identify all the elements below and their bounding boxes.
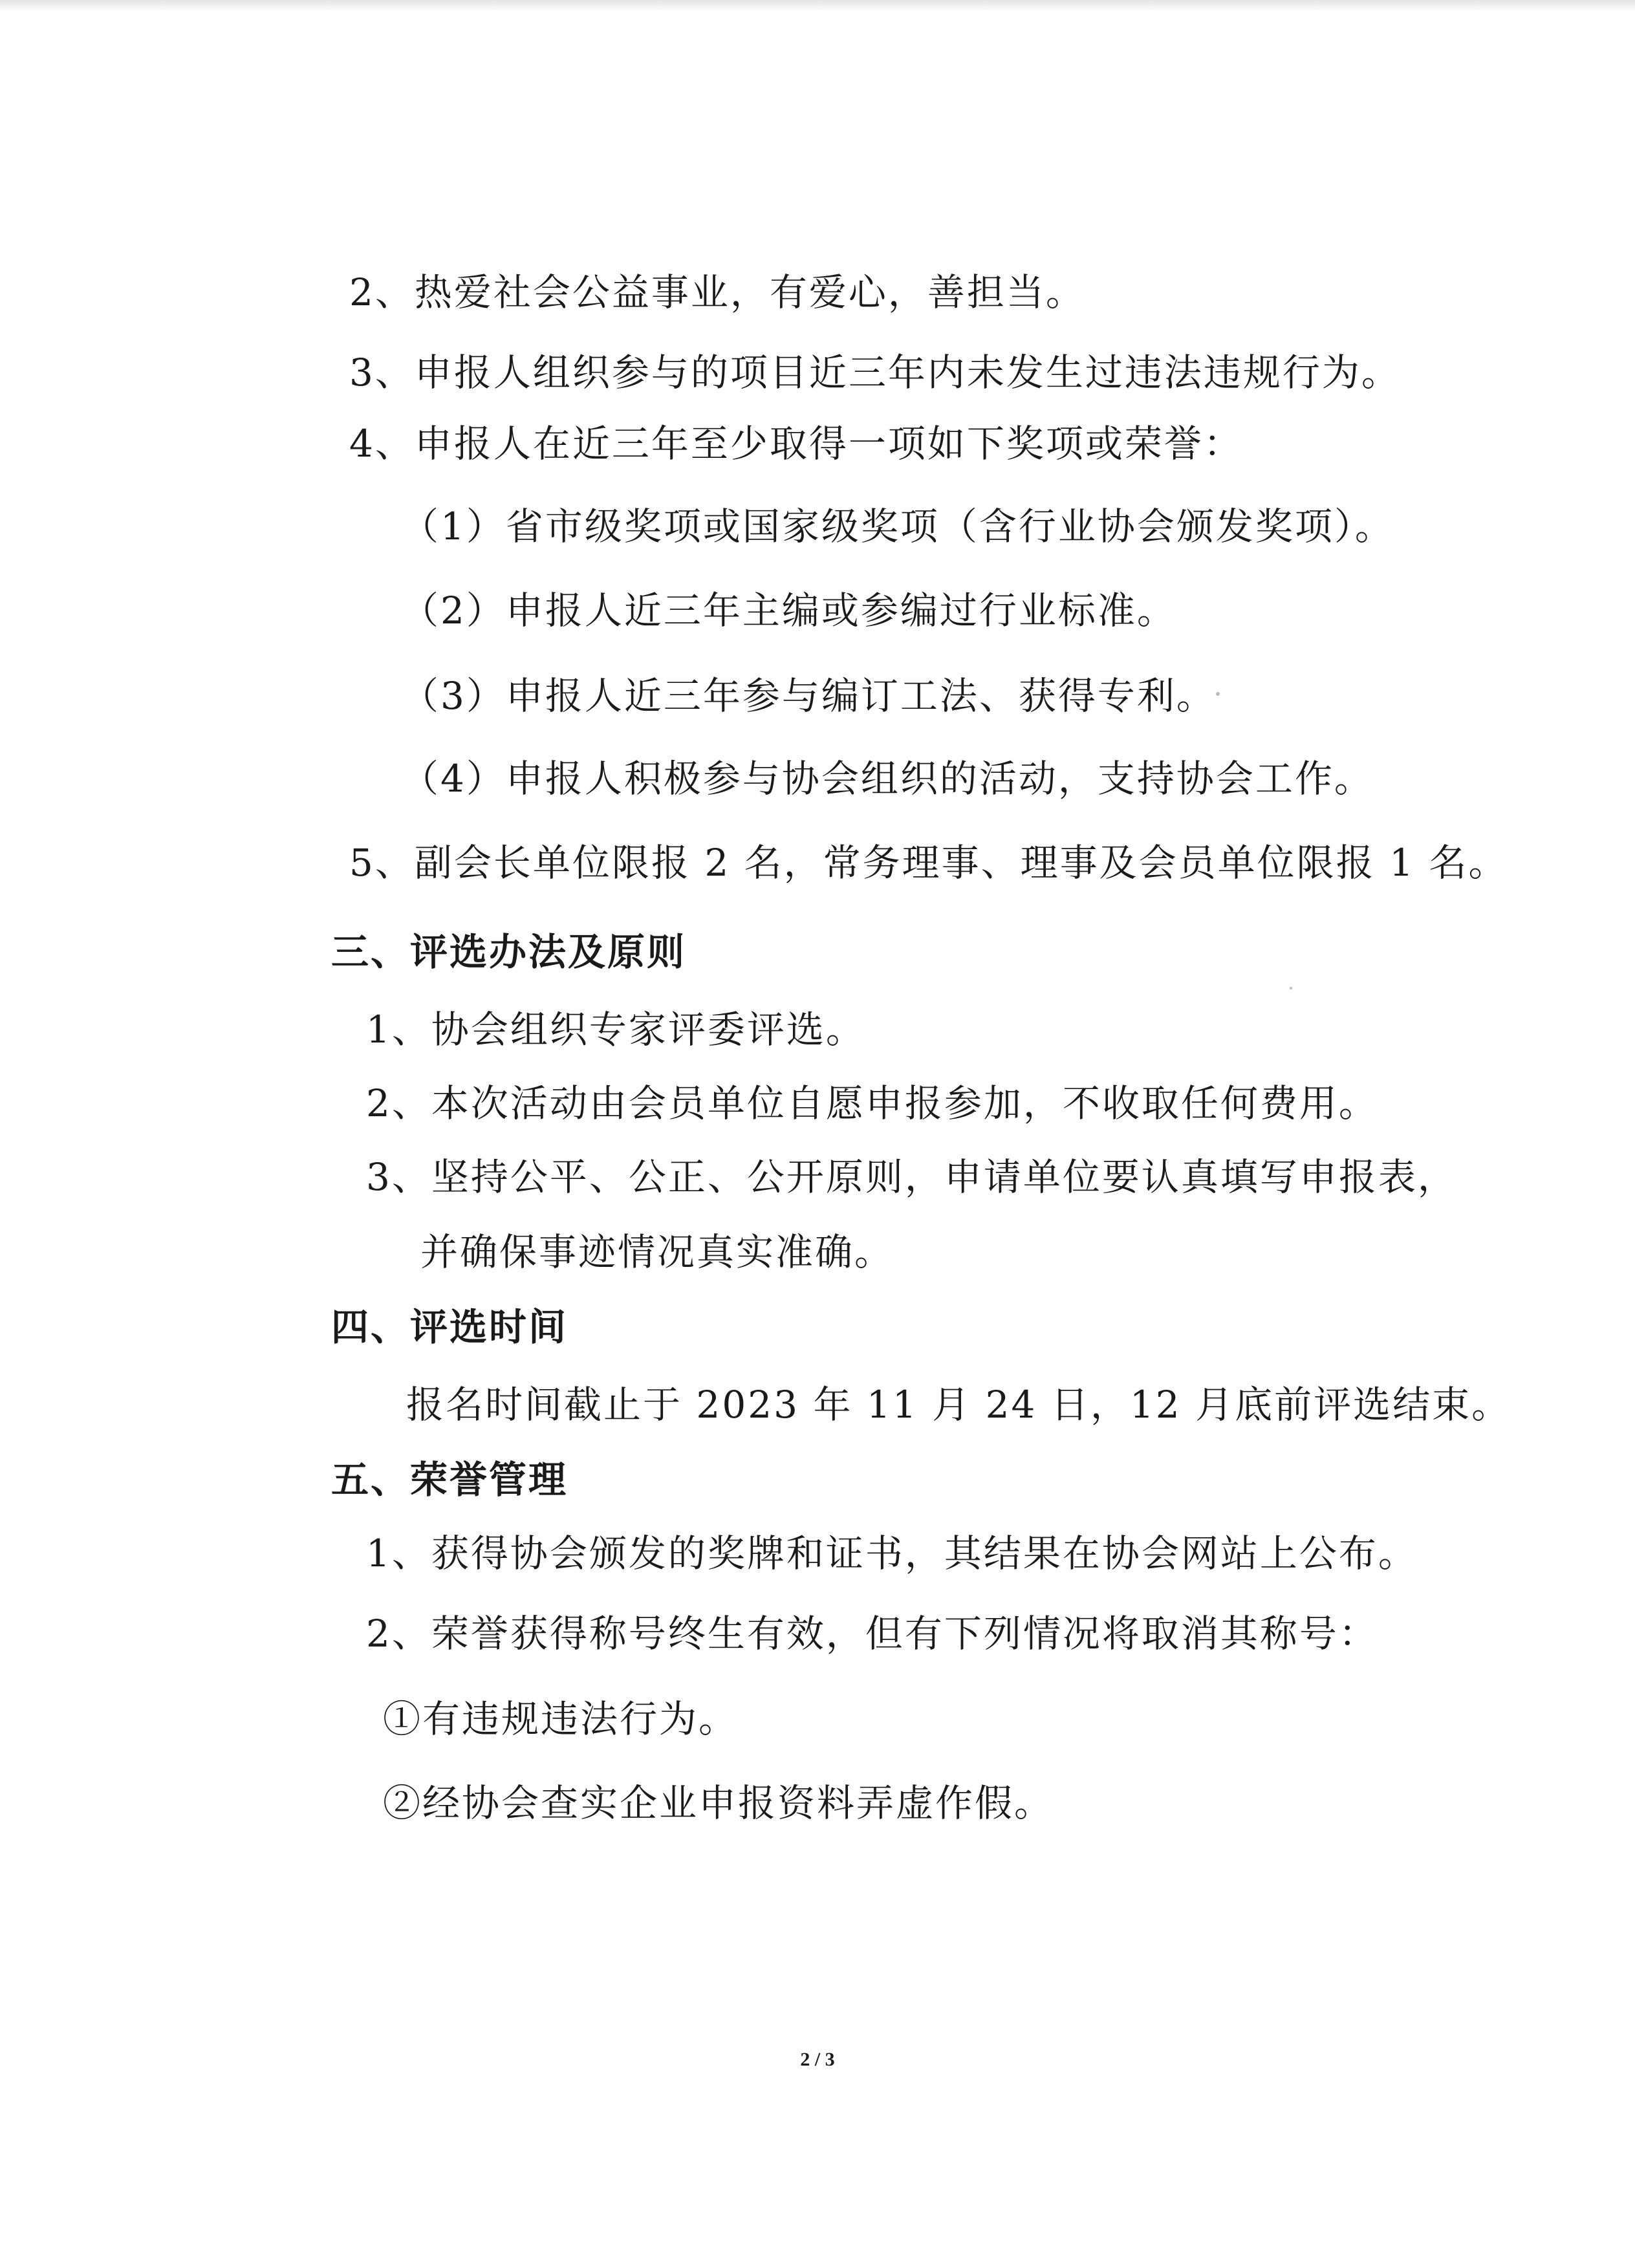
section4-text: 报名时间截止于 2023 年 11 月 24 日，12 月底前评选结束。 [406, 1383, 1511, 1427]
criteria-sub-3: （3）申报人近三年参与编订工法、获得专利。 [401, 674, 1216, 718]
scan-speck [1216, 692, 1220, 696]
section5-item-2: 2、荣誉获得称号终生有效，但有下列情况将取消其称号： [366, 1612, 1378, 1656]
criteria-item-3: 3、申报人组织参与的项目近三年内未发生过违法违规行为。 [349, 351, 1401, 394]
section-heading-4: 四、评选时间 [331, 1305, 568, 1349]
section5-item-1: 1、获得协会颁发的奖牌和证书，其结果在协会网站上公布。 [366, 1531, 1418, 1575]
criteria-sub-2: （2）申报人近三年主编或参编过行业标准。 [401, 589, 1176, 632]
section3-item-3-line-1: 3、坚持公平、公正、公开原则，申请单位要认真填写申报表， [366, 1155, 1457, 1199]
section3-item-3-line-2: 并确保事迹情况真实准确。 [420, 1230, 894, 1274]
section3-item-2: 2、本次活动由会员单位自愿申报参加，不收取任何费用。 [366, 1081, 1378, 1125]
scan-speck [1290, 987, 1292, 989]
section-heading-5: 五、荣誉管理 [331, 1458, 568, 1502]
section5-sub-2: ②经协会查实企业申报资料弄虚作假。 [383, 1781, 1054, 1825]
page-number: 2 / 3 [800, 2049, 835, 2070]
scan-edge-shadow [0, 0, 1635, 12]
criteria-sub-1: （1）省市级奖项或国家级奖项（含行业协会颁发奖项）。 [401, 504, 1394, 548]
criteria-sub-4: （4）申报人积极参与协会组织的活动，支持协会工作。 [401, 757, 1374, 801]
section-heading-3: 三、评选办法及原则 [331, 930, 687, 974]
section5-sub-1: ①有违规违法行为。 [383, 1697, 739, 1741]
criteria-item-5: 5、副会长单位限报 2 名，常务理事、理事及会员单位限报 1 名。 [349, 841, 1508, 885]
section3-item-1: 1、协会组织专家评委评选。 [366, 1008, 865, 1052]
criteria-item-2: 2、热爱社会公益事业，有爱心，善担当。 [349, 270, 1085, 314]
criteria-item-4: 4、申报人在近三年至少取得一项如下奖项或荣誉： [349, 422, 1243, 466]
